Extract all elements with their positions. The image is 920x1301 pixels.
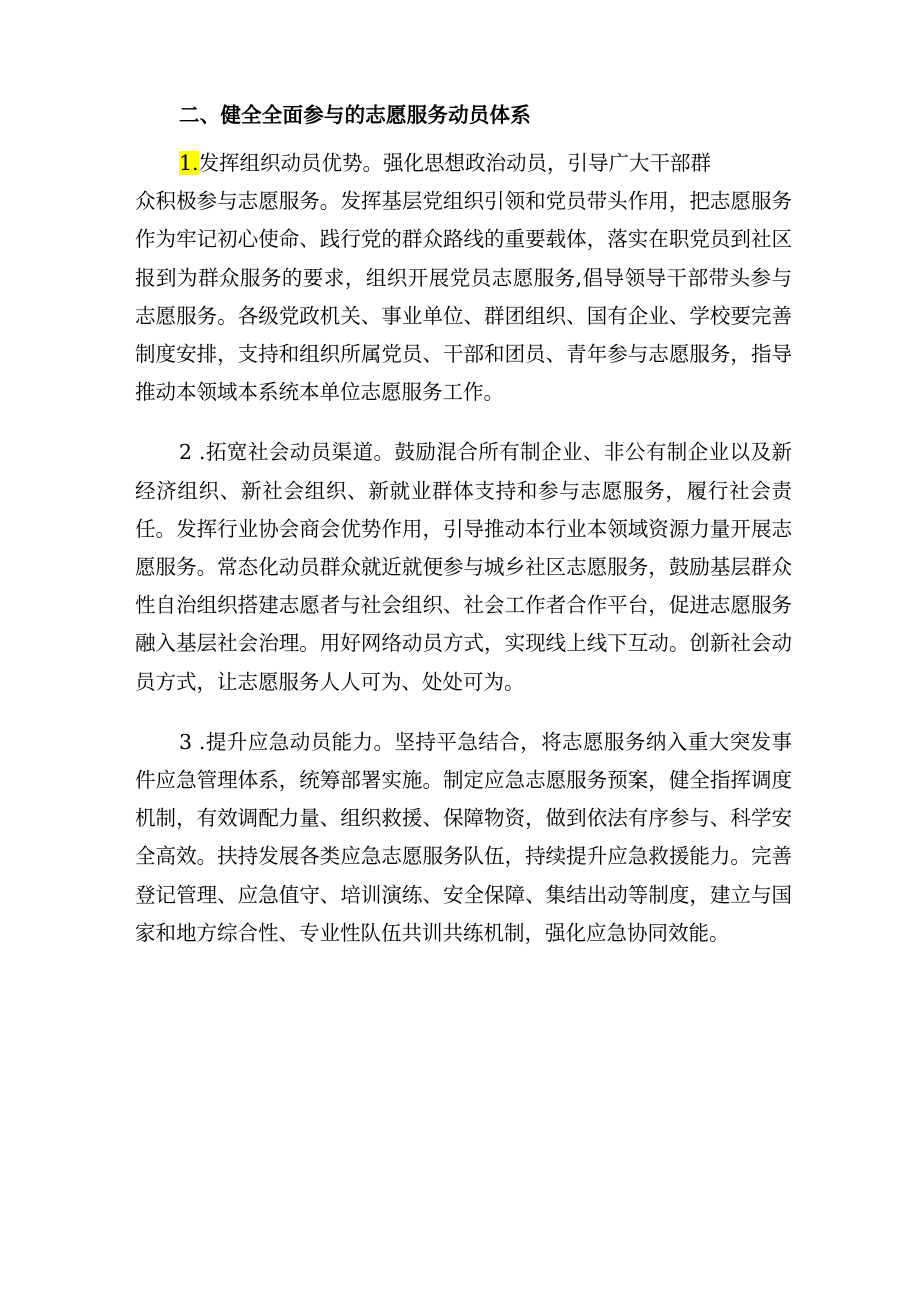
paragraph-3-number: 3 [179,729,193,754]
paragraph-2-text: .拓宽社会动员渠道。鼓励混合所有制企业、非公有制企业以及新经济组织、新社会组织、新就业群体支持和参与志愿服务，履行社会责任。发挥行业协会商会优势作用，引导推动本行业本领域资源力量开展志愿服务。常态化动员群众就近就便参与城乡社区志愿服务，鼓励基层群众性自治组织搭建志愿者与社会组织、社会工作者合作平台，促进志愿服务融入基层社会治理。用好网络动员方式，实现线上线下互动。创新社会动员方式，让志愿服务人人可为、处处可为。 [135,440,792,694]
paragraph-3 [135,723,792,952]
paragraph-1-number: 1. [179,151,199,175]
paragraph-1-first-line: 发挥组织动员优势。强化思想政治动员，引导广大干部群 [198,151,712,175]
paragraph-2 [135,433,792,700]
paragraph-1-body: 众积极参与志愿服务。发挥基层党组织引领和党员带头作用，把志愿服务作为牢记初心使命、践行党的群众路线的重要载体，落实在职党员到社区报到为群众服务的要求，组织开展党员志愿服务,倡导领导干部带头参与志愿服务。各级党政机关、事业单位、群团组织、国有企业、学校要完善制度安排，支持和组织所属党员、干部和团员、青年参与志愿服务，指导推动本领域本系统本单位志愿服务工作。 [135,189,792,405]
paragraph-3-text: .提升应急动员能力。坚持平急结合，将志愿服务纳入重大突发事件应急管理体系，统筹部署实施。制定应急志愿服务预案，健全指挥调度机制，有效调配力量、组织救援、保障物资，做到依法有序参与、科学安全高效。扶持发展各类应急志愿服务队伍，持续提升应急救援能力。完善登记管理、应急值守、培训演练、安全保障、集结出动等制度，建立与国家和地方综合性、专业性队伍共训共练机制，强化应急协同效能。 [135,729,792,945]
section-heading: 二、健全全面参与的志愿服务动员体系 [179,103,531,127]
paragraph-1 [135,144,792,411]
paragraph-2-number: 2 [179,440,193,465]
